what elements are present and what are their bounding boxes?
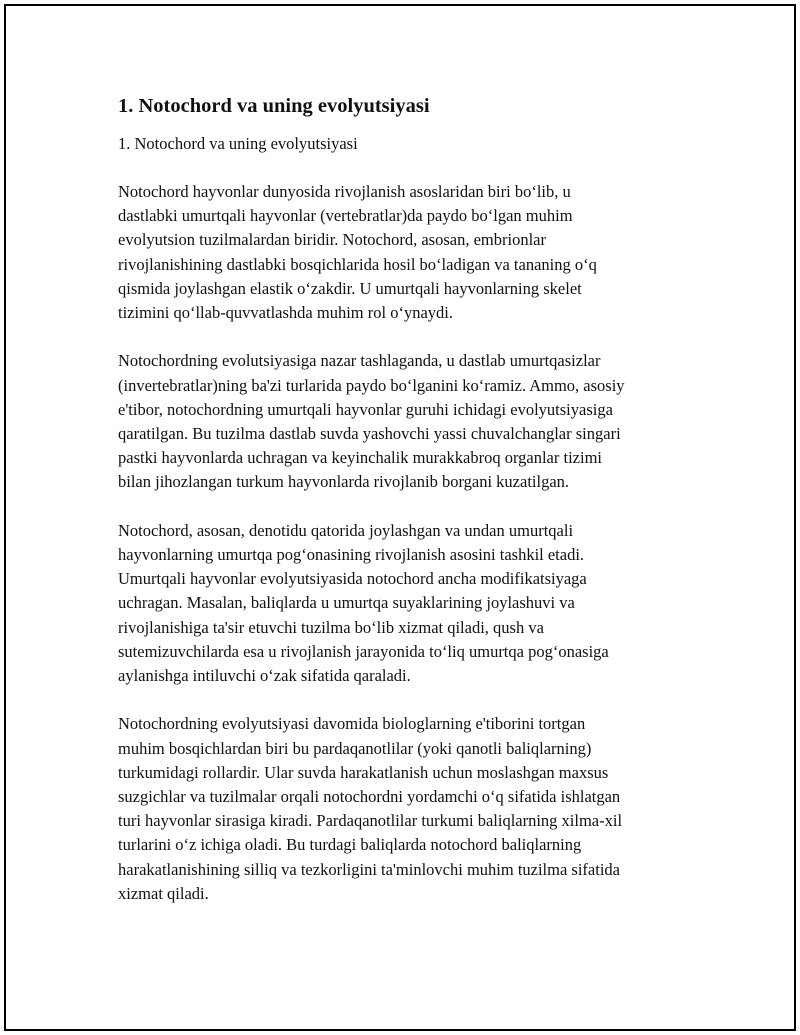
text-line: qismida joylashgan elastik o‘zakdir. U umurtqali hayvonlarning skelet <box>118 278 582 298</box>
text-line: suzgichlar va tuzilmalar orqali notochordni yordamchi o‘q sifatida ishlatgan <box>118 787 621 807</box>
text-line: evolyutsion tuzilmalardan biridir. Notochord, asosan, embrionlar <box>118 230 546 250</box>
text-line: pastki hayvonlarda uchragan va keyinchalik murakkabroq organlar tizimi <box>118 448 602 468</box>
text-line: uchragan. Masalan, baliqlarda u umurtqa suyaklarining joylashuvi va <box>118 593 575 613</box>
text-line: rivojlanishiga ta'sir etuvchi tuzilma bo‘lib xizmat qiladi, qush va <box>118 617 544 637</box>
text-line: Notochordning evolyutsiyasi davomida biologlarning e'tiborini tortgan <box>118 714 586 734</box>
text-line: bilan jihozlangan turkum hayvonlarda rivojlanib borgani kuzatilgan. <box>118 472 570 492</box>
text-line: aylanishga intiluvchi o‘zak sifatida qaraladi. <box>118 666 411 686</box>
text-line: turlarini o‘z ichiga oladi. Bu turdagi baliqlarda notochord baliqlarning <box>118 835 582 855</box>
text-line: Notochordning evolutsiyasiga nazar tashlaganda, u dastlab umurtqasizlar <box>118 351 601 371</box>
text-line: tizimini qo‘llab-quvvatlashda muhim rol o‘ynaydi. <box>118 303 453 323</box>
text-line: Notochord hayvonlar dunyosida rivojlanish asoslaridan biri bo‘lib, u <box>118 182 571 201</box>
paragraph-4 <box>118 712 688 906</box>
text-line: (invertebratlar)ning ba'zi turlarida paydo bo‘lganini ko‘ramiz. Ammo, asosiy <box>118 375 625 395</box>
text-line: Umurtqali hayvonlar evolyutsiyasida notochord ancha modifikatsiyaga <box>118 569 587 589</box>
text-line: sutemizuvchilarda esa u rivojlanish jarayonida to‘liq umurtqa pog‘onasiga <box>118 641 609 661</box>
document-title: 1. Notochord va uning evolyutsiyasi <box>118 95 430 117</box>
text-line: turkumidagi rollardir. Ular suvda harakatlanish uchun moslashgan maxsus <box>118 762 609 782</box>
text-line: turi hayvonlar sirasiga kiradi. Pardaqanotlilar turkumi baliqlarning xilma-xil <box>118 811 623 831</box>
document-body <box>118 92 688 930</box>
paragraph-1 <box>118 180 688 325</box>
paragraph-3 <box>118 519 688 688</box>
paragraph-2 <box>118 349 688 494</box>
text-line: e'tibor, notochordning umurtqali hayvonlar guruhi ichidagi evolyutsiyasiga <box>118 399 613 419</box>
text-line: hayvonlarning umurtqa pog‘onasining rivojlanish asosini tashkil etadi. <box>118 545 585 565</box>
text-line: harakatlanishining silliq va tezkorligini ta'minlovchi muhim tuzilma sifatida <box>118 859 620 879</box>
text-line: dastlabki umurtqali hayvonlar (vertebratlar)da paydo bo‘lgan muhim <box>118 206 573 226</box>
text-line: muhim bosqichlardan biri bu pardaqanotlilar (yoki qanotli baliqlarning) <box>118 738 592 758</box>
text-line: qaratilgan. Bu tuzilma dastlab suvda yashovchi yassi chuvalchanglar singari <box>118 424 621 444</box>
text-line: xizmat qiladi. <box>118 883 209 903</box>
text-line: rivojlanishining dastlabki bosqichlarida hosil bo‘ladigan va tananing o‘q <box>118 254 597 274</box>
document-subtitle: 1. Notochord va uning evolyutsiyasi <box>118 134 358 153</box>
text-line: Notochord, asosan, denotidu qatorida joylashgan va undan umurtqali <box>118 520 574 540</box>
